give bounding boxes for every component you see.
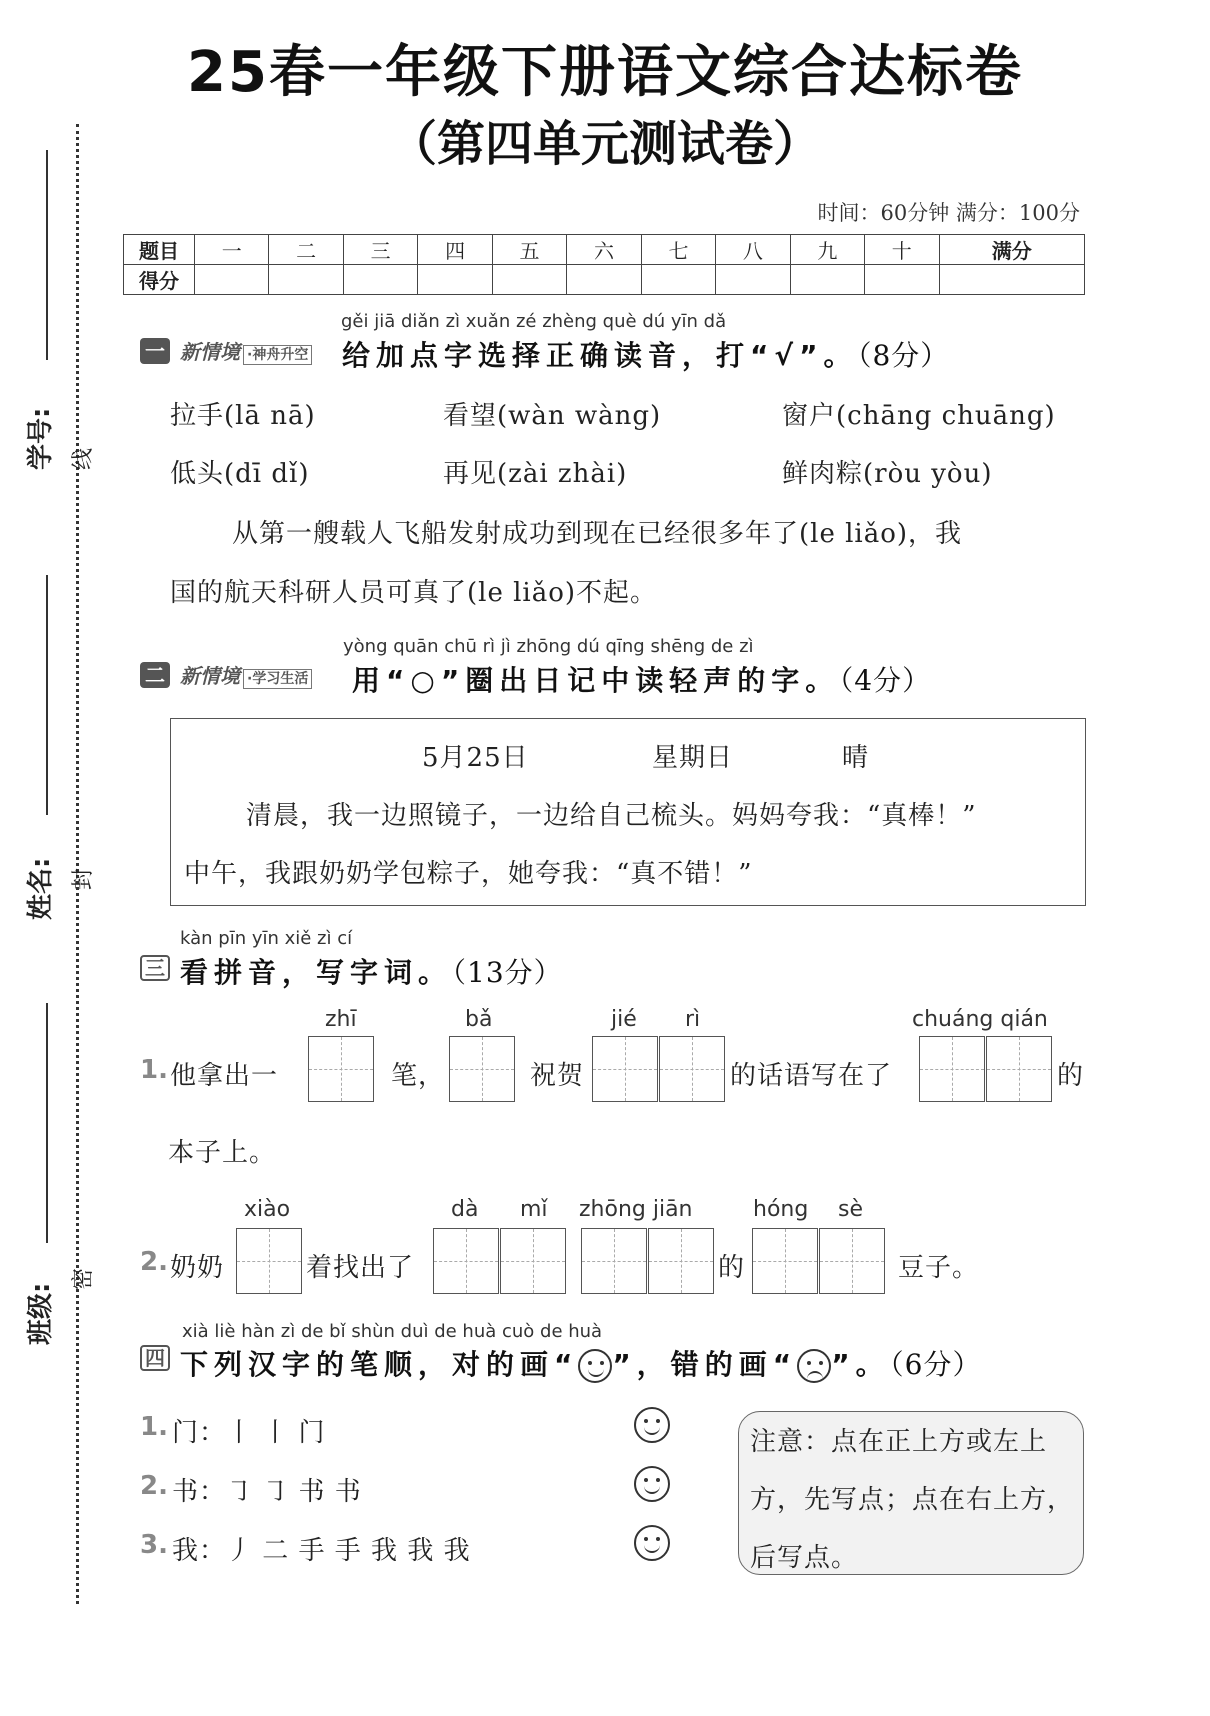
table-cell: 八 <box>716 235 790 265</box>
table-cell: 七 <box>641 235 715 265</box>
writing-grid-box[interactable] <box>648 1228 714 1294</box>
score-cell[interactable] <box>641 265 715 295</box>
question-number: 1. <box>140 1412 168 1442</box>
stroke-order-sequence: 书：㇆ ㇆ 书 书 <box>172 1477 362 1507</box>
writing-grid-box[interactable] <box>433 1228 499 1294</box>
table-cell: 满分 <box>939 235 1084 265</box>
question-text: 着找出了 <box>306 1253 415 1283</box>
stroke-order-sequence: 门：丨 丨 门 <box>172 1418 326 1448</box>
section-pinyin: xià liè hàn zì de bǐ shùn duì de huà cuò de huà <box>182 1321 603 1342</box>
diary-date: 5月25日 <box>422 743 529 773</box>
score-table-score-row <box>124 265 1085 295</box>
tag-text: 新情境 <box>180 340 240 364</box>
pinyin-hint: dà <box>451 1197 479 1222</box>
question-number: 3. <box>140 1530 168 1560</box>
section-score: （4分） <box>839 664 932 697</box>
pinyin-hint: rì <box>685 1007 701 1032</box>
tag-subtext: ·神舟升空 <box>243 345 312 365</box>
reading-item: 低头(dī dǐ) <box>170 459 310 489</box>
section-heading <box>352 659 931 699</box>
seal-line-label: 线 <box>71 447 96 470</box>
reading-item: 看望(wàn wàng) <box>443 401 662 431</box>
student-name-label: 姓名: <box>26 857 56 920</box>
section-score: （6分） <box>889 1348 982 1381</box>
student-id-blank[interactable] <box>46 150 48 360</box>
writing-grid-box[interactable] <box>659 1036 725 1102</box>
seal-mi-label: 密 <box>71 1267 96 1290</box>
class-label: 班级: <box>26 1282 56 1345</box>
section-tag <box>180 336 312 365</box>
question-text: 豆子。 <box>898 1253 980 1283</box>
reading-paragraph: 从第一艘载人飞船发射成功到现在已经很多年了(le liǎo)，我 <box>232 519 963 549</box>
table-cell: 九 <box>790 235 864 265</box>
diary-line[interactable]: 中午，我跟奶奶学包粽子，她夸我：“真不错！” <box>184 859 753 889</box>
writing-grid-box[interactable] <box>752 1228 818 1294</box>
question-text: 祝贺 <box>530 1061 585 1091</box>
heading-text: 给加点字选择正确读音，打“√”。 <box>342 339 858 372</box>
section-tag <box>180 660 312 689</box>
writing-grid-box[interactable] <box>592 1036 658 1102</box>
answer-face-icon[interactable] <box>634 1525 670 1561</box>
score-cell[interactable] <box>716 265 790 295</box>
reading-item: 拉手(lā nā) <box>170 401 316 431</box>
section-heading <box>180 1343 981 1383</box>
table-cell: 三 <box>343 235 417 265</box>
table-cell: 题目 <box>124 235 195 265</box>
section-heading <box>342 334 949 374</box>
table-cell: 十 <box>865 235 939 265</box>
score-cell[interactable] <box>939 265 1084 295</box>
section-pinyin: gěi jiā diǎn zì xuǎn zé zhèng què dú yīn dǎ <box>341 311 727 332</box>
pinyin-hint: xiào <box>244 1197 291 1222</box>
writing-grid-box[interactable] <box>449 1036 515 1102</box>
question-text: 笔， <box>391 1061 446 1091</box>
heading-text: ”，错的画“ <box>612 1348 798 1381</box>
pinyin-hint: jié <box>611 1007 637 1032</box>
pinyin-hint: zhī <box>325 1007 357 1032</box>
pinyin-hint: mǐ <box>520 1197 548 1222</box>
binding-line <box>76 124 79 1604</box>
section-score: （8分） <box>857 339 950 372</box>
score-table <box>123 234 1085 295</box>
seal-feng-label: 封 <box>71 867 96 890</box>
class-blank[interactable] <box>46 1003 48 1243</box>
stroke-order-sequence: 我：丿 二 手 手 我 我 我 <box>172 1536 471 1566</box>
score-cell[interactable] <box>269 265 343 295</box>
answer-face-icon[interactable] <box>634 1466 670 1502</box>
student-id-label: 学号: <box>26 407 56 470</box>
heading-text: ”。 <box>831 1348 890 1381</box>
score-cell[interactable] <box>418 265 492 295</box>
question-number: 1. <box>140 1055 168 1085</box>
table-cell: 二 <box>269 235 343 265</box>
table-cell: 一 <box>195 235 269 265</box>
writing-grid-box[interactable] <box>819 1228 885 1294</box>
question-text: 的话语写在了 <box>730 1061 893 1091</box>
writing-grid-box[interactable] <box>236 1228 302 1294</box>
score-cell[interactable] <box>865 265 939 295</box>
writing-grid-box[interactable] <box>919 1036 985 1102</box>
section-number-badge: 二 <box>140 662 170 688</box>
question-number: 2. <box>140 1247 168 1277</box>
table-cell: 五 <box>492 235 566 265</box>
writing-grid-box[interactable] <box>500 1228 566 1294</box>
diary-line[interactable]: 清晨，我一边照镜子，一边给自己梳头。妈妈夸我：“真棒！” <box>246 801 977 831</box>
exam-meta: 时间：60分钟 满分：100分 <box>817 201 1080 225</box>
pinyin-hint: sè <box>838 1197 863 1222</box>
question-text: 他拿出一 <box>170 1061 279 1091</box>
reading-item: 鲜肉粽(ròu yòu) <box>782 459 993 489</box>
section-number-badge: 四 <box>140 1345 170 1371</box>
question-text: 奶奶 <box>170 1253 225 1283</box>
writing-grid-box[interactable] <box>581 1228 647 1294</box>
writing-grid-box[interactable] <box>308 1036 374 1102</box>
diary-weekday: 星期日 <box>652 743 734 773</box>
page-title: 25春一年级下册语文综合达标卷 <box>187 40 1023 105</box>
answer-face-icon[interactable] <box>634 1407 670 1443</box>
heading-text: 用“○”圈出日记中读轻声的字。 <box>352 664 840 697</box>
table-cell: 六 <box>567 235 641 265</box>
reading-paragraph: 国的航天科研人员可真了(le liǎo)不起。 <box>170 578 658 608</box>
pinyin-hint: chuáng qián <box>912 1007 1048 1032</box>
tag-subtext: ·学习生活 <box>243 669 312 689</box>
score-table-header-row <box>124 235 1085 265</box>
table-cell: 得分 <box>124 265 195 295</box>
question-text: 本子上。 <box>168 1138 277 1168</box>
pinyin-hint: hóng <box>753 1197 809 1222</box>
pinyin-hint: zhōng jiān <box>579 1197 693 1222</box>
table-cell: 四 <box>418 235 492 265</box>
score-cell[interactable] <box>790 265 864 295</box>
note-text: 注意：点在正上方或左上方，先写点；点在右上方，后写点。 <box>750 1427 1075 1573</box>
pinyin-hint: bǎ <box>465 1007 493 1032</box>
heading-text: 下列汉字的笔顺，对的画“ <box>180 1348 579 1381</box>
section-pinyin: yòng quān chū rì jì zhōng dú qīng shēng de zì <box>343 636 754 657</box>
question-text: 的 <box>718 1253 746 1283</box>
diary-weather: 晴 <box>842 743 870 773</box>
section-number-badge: 三 <box>140 955 170 981</box>
reading-item: 窗户(chāng chuāng) <box>782 401 1056 431</box>
student-name-blank[interactable] <box>46 575 48 815</box>
section-heading <box>180 951 563 991</box>
sad-face-icon <box>797 1349 831 1383</box>
section-score: （13分） <box>452 956 563 989</box>
writing-grid-box[interactable] <box>986 1036 1052 1102</box>
score-cell[interactable] <box>492 265 566 295</box>
section-pinyin: kàn pīn yīn xiě zì cí <box>180 928 353 949</box>
score-cell[interactable] <box>567 265 641 295</box>
reading-item: 再见(zài zhài) <box>443 459 628 489</box>
smile-icon <box>578 1349 612 1383</box>
heading-text: 看拼音，写字词。 <box>180 956 453 989</box>
question-number: 2. <box>140 1471 168 1501</box>
tag-text: 新情境 <box>180 664 240 688</box>
section-number-badge: 一 <box>140 338 170 364</box>
page-subtitle: （第四单元测试卷） <box>388 116 821 172</box>
question-text: 的 <box>1057 1061 1085 1091</box>
score-cell[interactable] <box>343 265 417 295</box>
score-cell[interactable] <box>195 265 269 295</box>
